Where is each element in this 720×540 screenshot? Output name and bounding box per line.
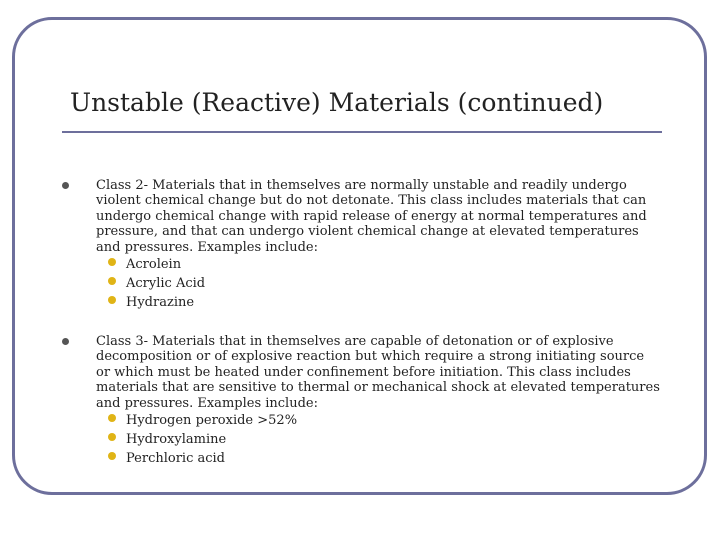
sub-bullet-icon — [108, 433, 116, 441]
sub-bullet-icon — [108, 414, 116, 422]
example-label: Acrylic Acid — [126, 276, 206, 292]
example-item — [106, 255, 662, 274]
class-3-label: Class 3 — [96, 334, 144, 349]
example-item — [106, 430, 662, 449]
sub-bullet-icon — [108, 258, 116, 266]
title-divider — [62, 131, 662, 133]
example-label: Acrolein — [126, 257, 182, 273]
bullet-item-class-3 — [62, 334, 662, 468]
class-2-examples — [106, 255, 662, 312]
example-label: Hydrazine — [126, 295, 195, 311]
slide-title: Unstable (Reactive) Materials (continued) — [70, 88, 604, 117]
example-item — [106, 411, 662, 430]
example-item — [106, 274, 662, 293]
example-item — [106, 293, 662, 312]
class-2-label: Class 2 — [96, 178, 144, 193]
sub-bullet-icon — [108, 296, 116, 304]
class-3-description — [96, 334, 662, 411]
class-3-examples — [106, 411, 662, 468]
example-label: Hydrogen peroxide >52% — [126, 413, 298, 429]
example-label: Hydroxylamine — [126, 432, 227, 448]
sub-bullet-icon — [108, 277, 116, 285]
class-2-text: - Materials that in themselves are normally unstable and readily undergo violent chemical change but do not detonate. This class includes materials that can undergo chemical change with rapid release of energy at normal temperatures and pressure, and that can undergo violent chemical change at elevated temperatures and pressures. Examples include: — [96, 178, 647, 255]
bullet-marker-icon — [62, 182, 69, 189]
bullet-item-class-2 — [62, 178, 662, 312]
class-3-text: - Materials that in themselves are capable of detonation or of explosive decomposition or of explosive reaction but which require a strong initiating source or which must be heated under confinement before initiation. This class includes materials that are sensitive to thermal or mechanical shock at elevated temperatures and pressures. Examples include: — [96, 334, 660, 411]
example-item — [106, 449, 662, 468]
example-label: Perchloric acid — [126, 451, 226, 467]
sub-bullet-icon — [108, 452, 116, 460]
class-2-description — [96, 178, 662, 255]
bullet-marker-icon — [62, 338, 69, 345]
